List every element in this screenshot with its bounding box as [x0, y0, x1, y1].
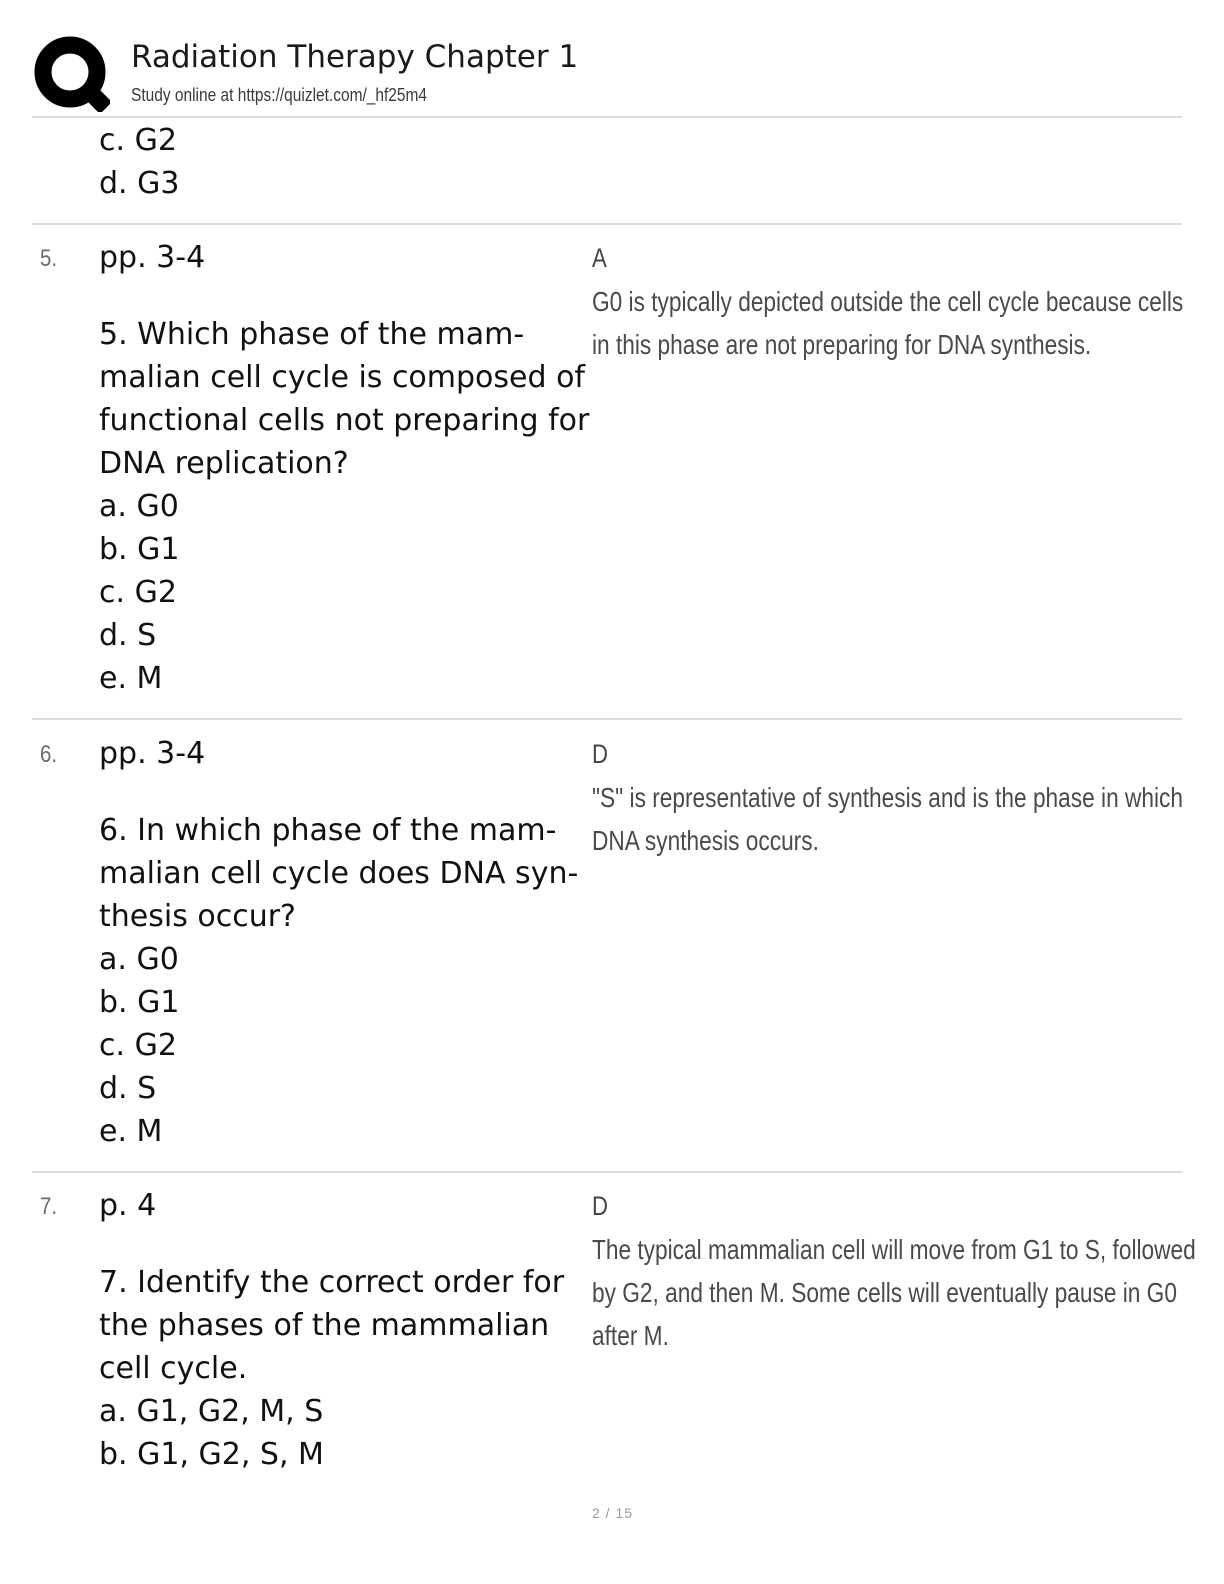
- explanation-line: in this phase are not preparing for DNA synthesis.: [592, 329, 1092, 360]
- card-divider: [32, 223, 1182, 225]
- document-title: Radiation Therapy Chapter 1: [131, 39, 579, 75]
- question-line: cell cycle.: [99, 1351, 248, 1386]
- question-line: malian cell cycle does DNA syn-: [99, 856, 579, 891]
- question-line: 7. Identify the correct order for: [99, 1265, 565, 1300]
- answer-option: c. G2: [99, 575, 177, 610]
- answer-option: e. M: [99, 1114, 163, 1149]
- question-line: DNA replication?: [99, 446, 349, 481]
- explanation-line: G0 is typically depicted outside the cell cycle because cells: [592, 286, 1184, 317]
- answer-key: D: [592, 1191, 608, 1221]
- study-online-link[interactable]: Study online at https://quizlet.com/_hf25m4: [131, 85, 428, 105]
- answer-option: b. G1, G2, S, M: [99, 1437, 324, 1472]
- answer-option: e. M: [99, 661, 163, 696]
- explanation-line: DNA synthesis occurs.: [592, 825, 819, 856]
- card-number: 7.: [40, 1193, 58, 1220]
- question-line: functional cells not preparing for: [99, 403, 590, 438]
- card-number: 5.: [40, 245, 58, 272]
- continued-option: d. G3: [99, 166, 180, 201]
- explanation-line: after M.: [592, 1320, 669, 1351]
- page-number: 2 / 15: [592, 1505, 634, 1521]
- answer-option: c. G2: [99, 1028, 177, 1063]
- question-line: 5. Which phase of the mam-: [99, 317, 525, 352]
- page-reference: pp. 3-4: [99, 736, 206, 771]
- question-line: the phases of the mammalian: [99, 1308, 550, 1343]
- header-divider: [32, 116, 1182, 118]
- answer-option: d. S: [99, 1071, 157, 1106]
- page-reference: pp. 3-4: [99, 240, 206, 275]
- question-line: malian cell cycle is composed of: [99, 360, 585, 395]
- answer-option: a. G0: [99, 489, 179, 524]
- page-reference: p. 4: [99, 1188, 157, 1223]
- answer-option: a. G1, G2, M, S: [99, 1394, 324, 1429]
- explanation-line: by G2, and then M. Some cells will eventually pause in G0: [592, 1277, 1177, 1308]
- card-divider: [32, 718, 1182, 720]
- card-number: 6.: [40, 741, 58, 768]
- answer-option: a. G0: [99, 942, 179, 977]
- continued-option: c. G2: [99, 123, 177, 158]
- answer-key: A: [592, 243, 607, 273]
- answer-option: b. G1: [99, 532, 180, 567]
- answer-option: b. G1: [99, 985, 180, 1020]
- quizlet-logo-icon: [34, 36, 110, 112]
- explanation-line: The typical mammalian cell will move from G1 to S, followed: [592, 1234, 1196, 1265]
- answer-key: D: [592, 739, 608, 769]
- explanation-line: "S" is representative of synthesis and is the phase in which: [592, 782, 1183, 813]
- card-divider: [32, 1171, 1182, 1173]
- answer-option: d. S: [99, 618, 157, 653]
- question-line: thesis occur?: [99, 899, 296, 934]
- question-line: 6. In which phase of the mam-: [99, 813, 557, 848]
